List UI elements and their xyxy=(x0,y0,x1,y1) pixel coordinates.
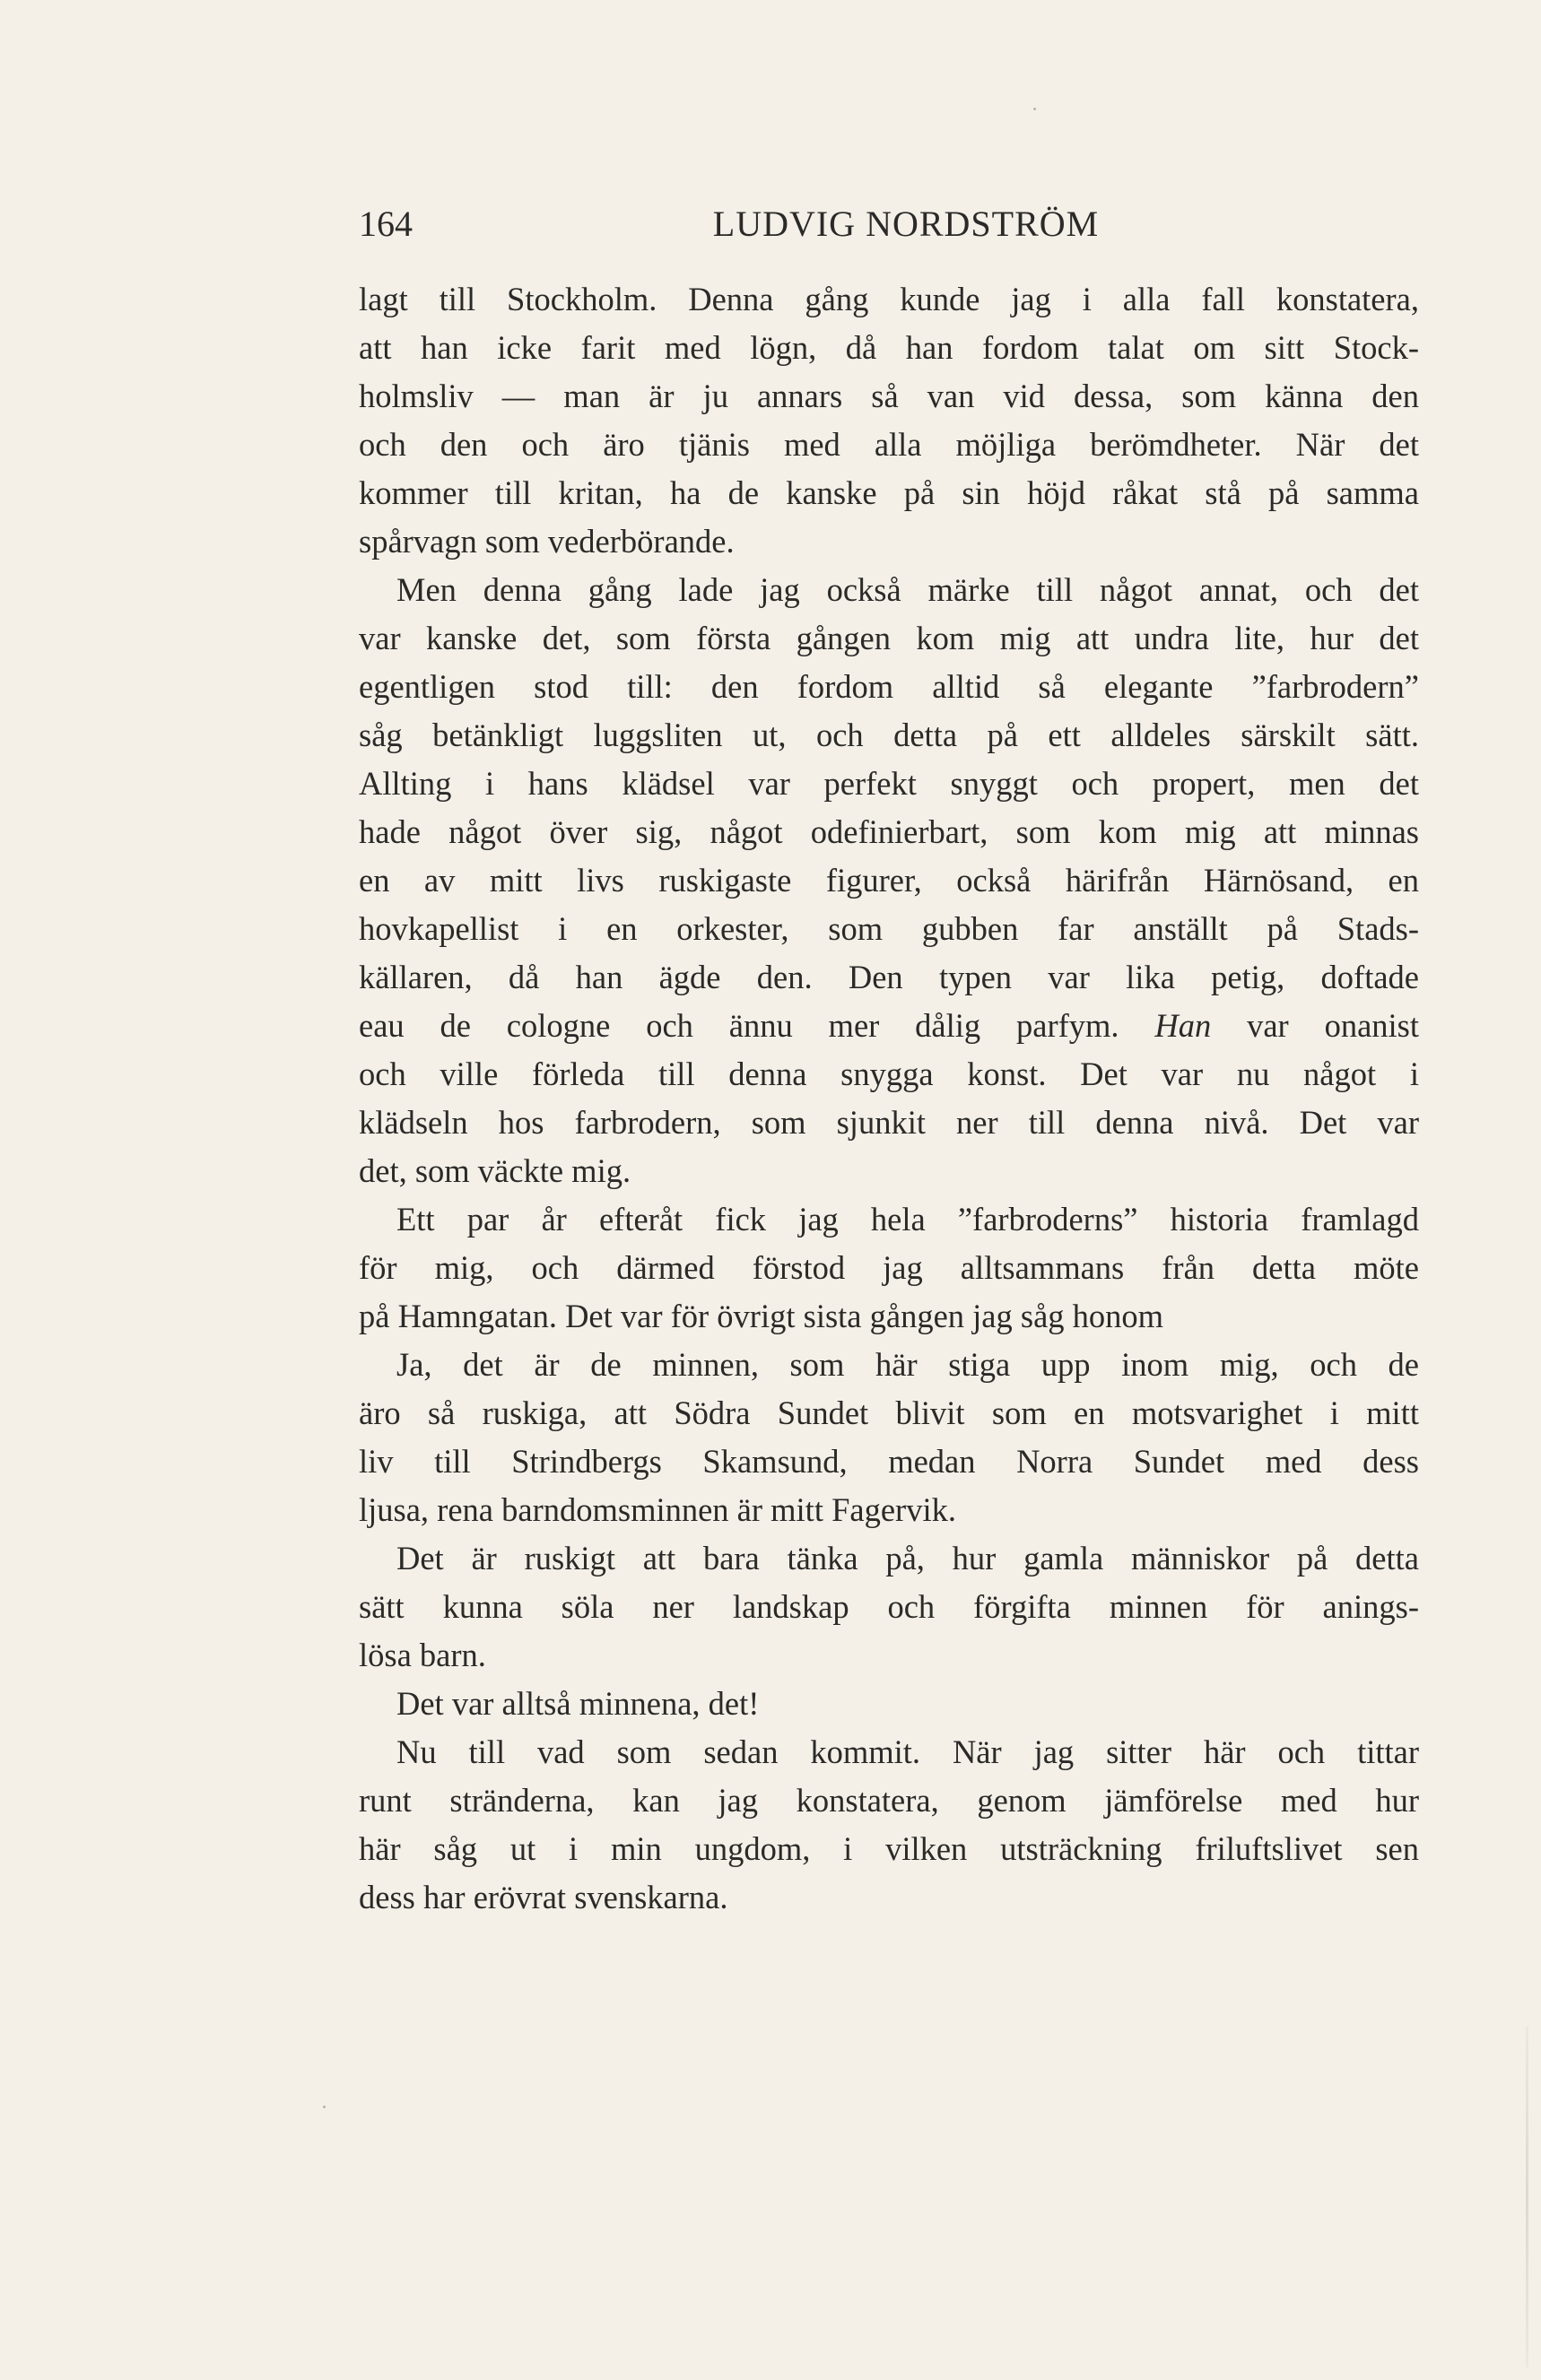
text-line: egentligen stod till: den fordom alltid så elegante ”farbrodern” xyxy=(359,668,1419,705)
text-line: var kanske det, som första gången kom mig att undra lite, hur det xyxy=(359,620,1419,656)
text-line: en av mitt livs ruskigaste figurer, också härifrån Härnösand, en xyxy=(359,862,1419,899)
body-text xyxy=(359,275,1419,1922)
text-line: här såg ut i min ungdom, i vilken utsträckning friluftslivet sen xyxy=(359,1830,1419,1867)
text-line: hovkapellist i en orkester, som gubben far anställt på Stads- xyxy=(359,910,1419,947)
text-line: det, som väckte mig. xyxy=(359,1152,631,1189)
text-line: Ett par år efteråt fick jag hela ”farbroderns” historia framlagd xyxy=(396,1201,1419,1238)
text-fragment: eau de cologne och ännu mer dålig parfym. xyxy=(359,1007,1119,1044)
text-line: dess har erövrat svenskarna. xyxy=(359,1879,728,1915)
text-line: Allting i hans klädsel var perfekt snyggt och propert, men det xyxy=(359,765,1419,802)
text-line: lösa barn. xyxy=(359,1637,486,1673)
text-line: källaren, då han ägde den. Den typen var lika petig, doftade xyxy=(359,959,1419,995)
text-line: och den och äro tjänis med alla möjliga berömdheter. När det xyxy=(359,426,1419,463)
text-line: att han icke farit med lögn, då han fordom talat om sitt Stock- xyxy=(359,329,1419,366)
text-line: runt stränderna, kan jag konstatera, genom jämförelse med hur xyxy=(359,1782,1419,1819)
paper-speck xyxy=(323,2106,326,2108)
text-line: kommer till kritan, ha de kanske på sin höjd råkat stå på samma xyxy=(359,474,1419,511)
text-line: för mig, och därmed förstod jag alltsammans från detta möte xyxy=(359,1249,1419,1286)
text-line: holmsliv — man är ju annars så van vid dessa, som känna den xyxy=(359,378,1419,414)
paper-speck xyxy=(1033,108,1036,110)
text-line: Det var alltså minnena, det! xyxy=(396,1685,760,1722)
text-line: Ja, det är de minnen, som här stiga upp inom mig, och de xyxy=(396,1346,1419,1383)
text-line: spårvagn som vederbörande. xyxy=(359,523,735,560)
page-edge-shadow xyxy=(1526,2027,1528,2367)
text-line: lagt till Stockholm. Denna gång kunde jag i alla fall konstatera, xyxy=(359,281,1419,317)
text-line: liv till Strindbergs Skamsund, medan Norra Sundet med dess xyxy=(359,1443,1419,1480)
text-line: Det är ruskigt att bara tänka på, hur gamla människor på detta xyxy=(396,1540,1419,1577)
text-fragment: var onanist xyxy=(1247,1007,1420,1044)
page-header xyxy=(359,204,1426,244)
page-number: 164 xyxy=(359,204,413,244)
running-head: LUDVIG NORDSTRÖM xyxy=(712,204,1100,244)
text-line-with-italic xyxy=(359,1002,1419,1050)
text-line: Men denna gång lade jag också märke till något annat, och det xyxy=(396,571,1419,608)
text-line: och ville förleda till denna snygga konst. Det var nu något i xyxy=(359,1055,1419,1092)
text-line: hade något över sig, något odefinierbart, som kom mig att minnas xyxy=(359,813,1419,850)
text-line: på Hamngatan. Det var för övrigt sista gången jag såg honom xyxy=(359,1298,1164,1334)
text-line: sätt kunna söla ner landskap och förgifta minnen för anings- xyxy=(359,1588,1419,1625)
text-line: ljusa, rena barndomsminnen är mitt Fagervik. xyxy=(359,1491,956,1528)
text-line: Nu till vad som sedan kommit. När jag sitter här och tittar xyxy=(396,1733,1419,1770)
text-line: såg betänkligt luggsliten ut, och detta på ett alldeles särskilt sätt. xyxy=(359,717,1419,753)
text-line: klädseln hos farbrodern, som sjunkit ner till denna nivå. Det var xyxy=(359,1104,1419,1141)
text-line: äro så ruskiga, att Södra Sundet blivit som en motsvarighet i mitt xyxy=(359,1394,1419,1431)
italic-word: Han xyxy=(1154,1007,1212,1044)
